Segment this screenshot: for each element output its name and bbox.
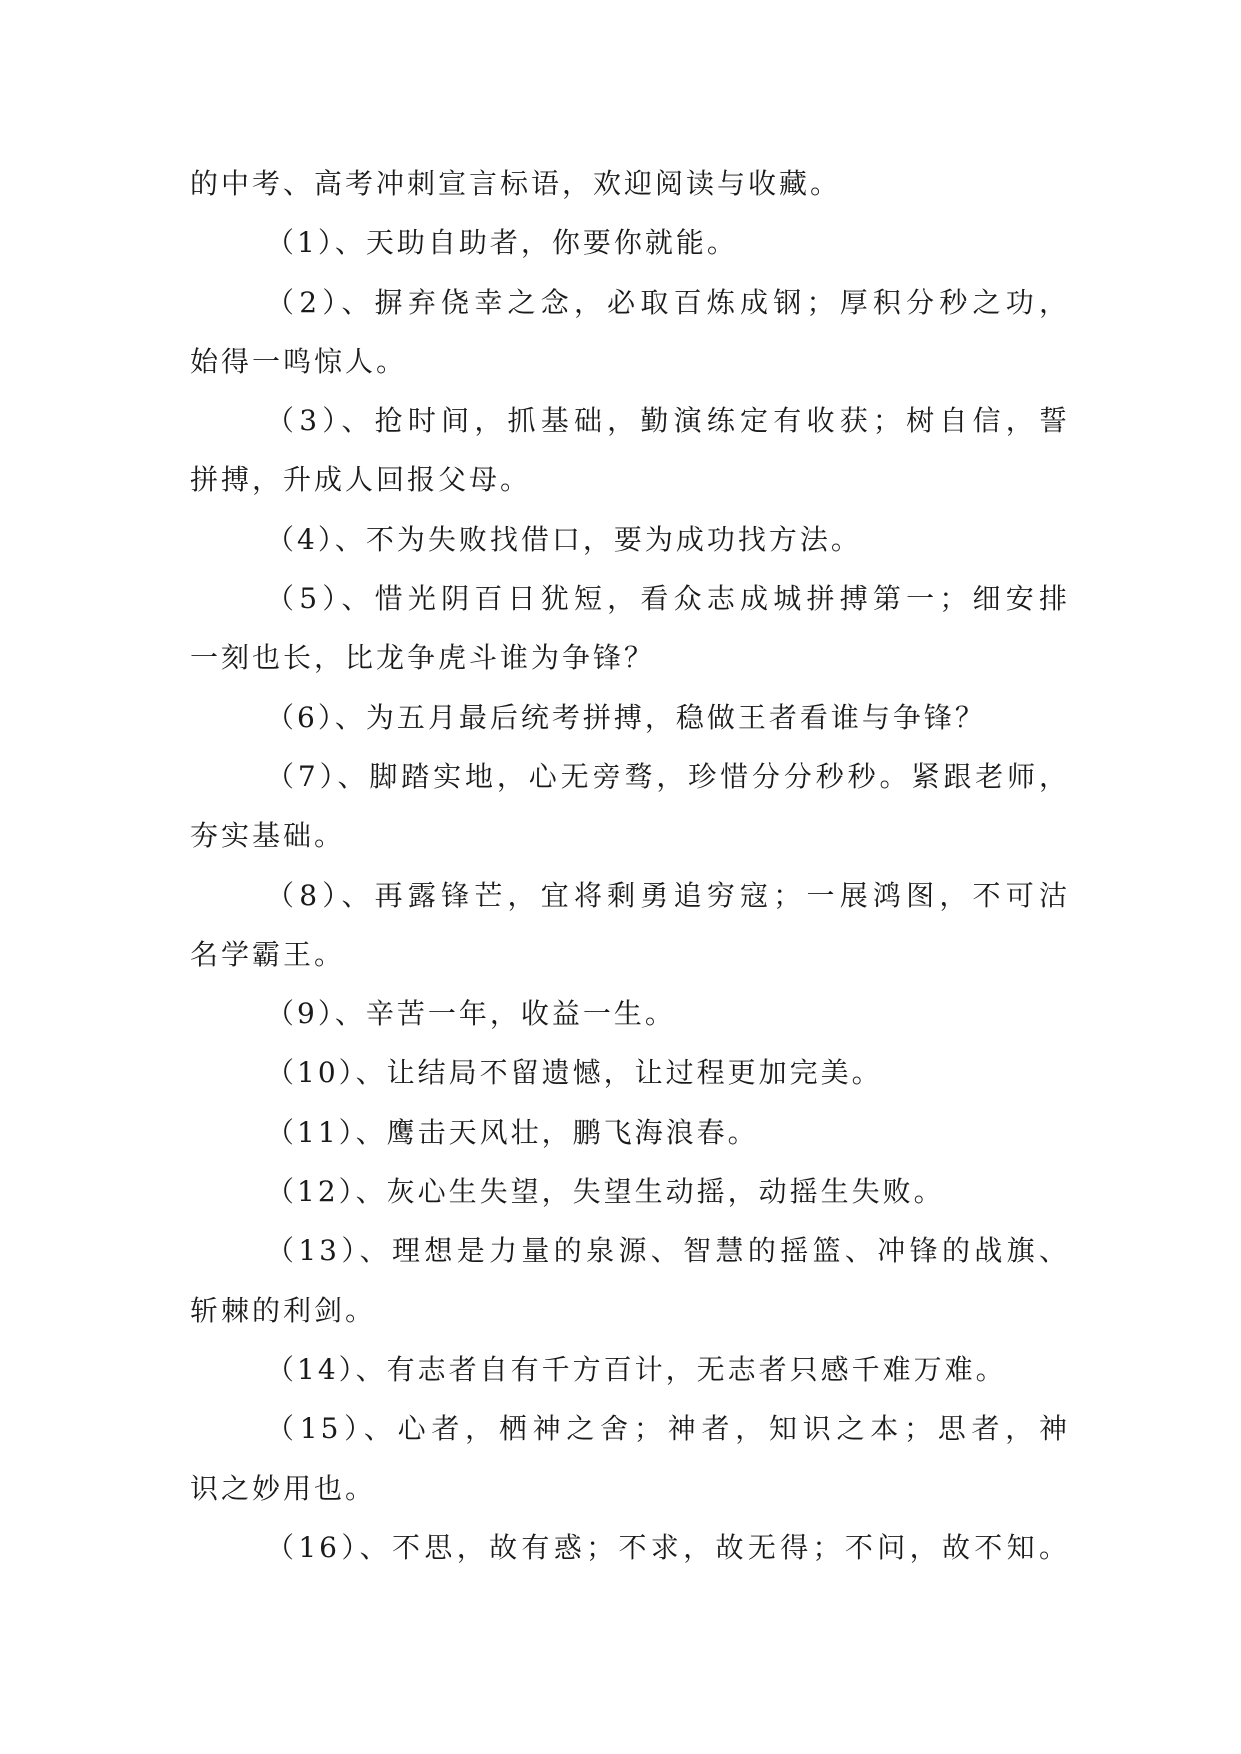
text-line: （13）、理想是力量的泉源、智慧的摇篮、冲锋的战旗、 <box>266 1234 1070 1268</box>
text-line: 夯实基础。 <box>190 819 346 853</box>
text-line: （6）、为五月最后统考拼搏，稳做王者看谁与争锋？ <box>266 700 986 734</box>
text-line: （10）、让结局不留遗憾，让过程更加完美。 <box>266 1056 883 1090</box>
text-line: （4）、不为失败找借口，要为成功找方法。 <box>266 522 862 556</box>
text-line: （2）、摒弃侥幸之念，必取百炼成钢；厚积分秒之功， <box>266 285 1070 319</box>
text-line: （8）、再露锋芒，宜将剩勇追穷寇；一展鸿图，不可沽 <box>266 878 1070 912</box>
text-line: （1）、天助自助者，你要你就能。 <box>266 226 738 260</box>
text-line: 的中考、高考冲刺宣言标语，欢迎阅读与收藏。 <box>190 167 842 200</box>
text-line: （12）、灰心生失望，失望生动摇，动摇生失败。 <box>266 1175 945 1209</box>
text-line: （5）、惜光阴百日犹短，看众志成城拼搏第一；细安排 <box>266 582 1070 616</box>
text-line: （3）、抢时间，抓基础，勤演练定有收获；树自信，誓 <box>266 404 1070 438</box>
text-line: （15）、心者，栖神之舍；神者，知识之本；思者，神 <box>266 1412 1070 1446</box>
text-line: （16）、不思，故有惑；不求，故无得；不问，故不知。 <box>266 1530 1070 1564</box>
text-line: （9）、辛苦一年，收益一生。 <box>266 997 676 1031</box>
text-line: 名学霸王。 <box>190 937 346 971</box>
text-line: （11）、鹰击天风壮，鹏飞海浪春。 <box>266 1115 759 1149</box>
text-line: 斩棘的利剑。 <box>190 1293 377 1327</box>
text-line: 拼搏，升成人回报父母。 <box>190 463 532 497</box>
text-line: 识之妙用也。 <box>190 1471 377 1505</box>
text-line: （7）、脚踏实地，心无旁骛，珍惜分分秒秒。紧跟老师， <box>266 759 1070 793</box>
body-text <box>190 154 1070 1577</box>
text-line: 一刻也长，比龙争虎斗谁为争锋？ <box>190 641 656 675</box>
text-line: （14）、有志者自有千方百计，无志者只感千难万难。 <box>266 1352 1007 1386</box>
text-line: 始得一鸣惊人。 <box>190 344 408 378</box>
